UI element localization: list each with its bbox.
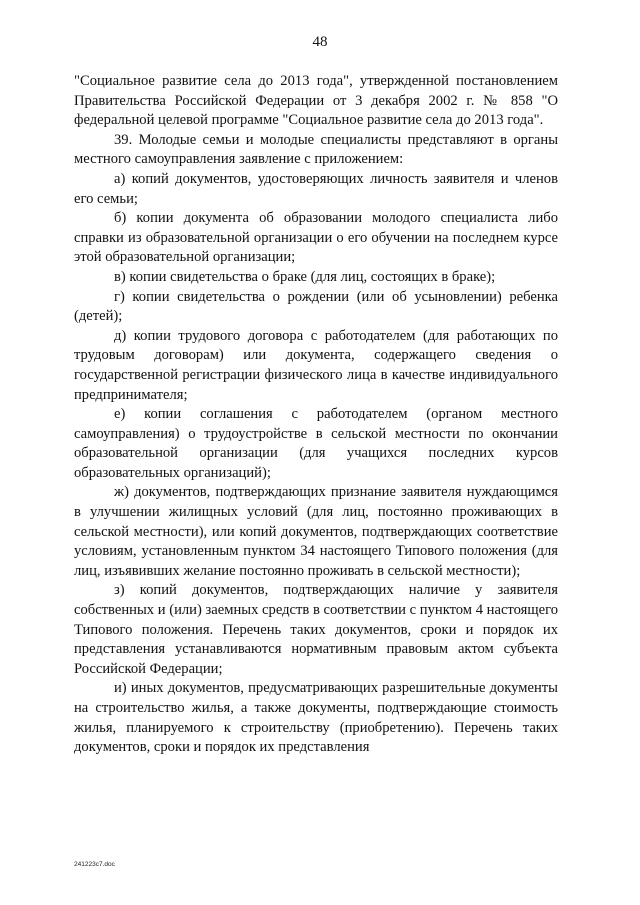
- paragraph: 39. Молодые семьи и молодые специалисты представляют в органы местного самоуправления заявление с приложением:: [74, 131, 558, 168]
- paragraph: "Социальное развитие села до 2013 года", утвержденной постановлением Правительства Российской Федерации от 3 декабря 2002 г. № 858 "О федеральной целевой программе "Социальное развитие села до 2013 года".: [74, 73, 558, 129]
- paragraph: г) копии свидетельства о рождении (или об усыновлении) ребенка (детей);: [74, 288, 558, 325]
- paragraph: з) копий документов, подтверждающих наличие у заявителя собственных и (или) заемных средств в соответствии с пунктом 4 настоящего Типового положения. Перечень таких документов, сроки и порядок их представления устанавливаются нормативным правовым актом субъекта Российской Федерации;: [74, 582, 558, 677]
- document-body: [74, 72, 558, 758]
- file-name-footer: 241223c7.doc: [74, 861, 115, 868]
- paragraph: в) копии свидетельства о браке (для лиц, состоящих в браке);: [114, 268, 496, 285]
- paragraph: е) копии соглашения с работодателем (органом местного самоуправления) о трудоустройстве в сельской местности по окончании образовательной организации (для учащихся последних курсов образовательных организаций);: [74, 406, 558, 481]
- paragraph: а) копий документов, удостоверяющих личность заявителя и членов его семьи;: [74, 170, 558, 207]
- paragraph: б) копии документа об образовании молодого специалиста либо справки из образовательной организации о его обучении на последнем курсе этой образовательной организации;: [74, 210, 558, 266]
- paragraph: д) копии трудового договора с работодателем (для работающих по трудовым договорам) или документа, содержащего сведения о государственной регистрации физического лица в качестве индивидуального предпринимателя;: [74, 327, 558, 403]
- paragraph: ж) документов, подтверждающих признание заявителя нуждающимся в улучшении жилищных условий (для лиц, постоянно проживающих в сельской местности), или копий документов, подтверждающих соответствие условиям, установленным пунктом 34 настоящего Типового положения (для лиц, изъявивших желание постоянно проживать в сельской местности);: [74, 484, 558, 579]
- page-number: 48: [312, 34, 328, 50]
- paragraph: и) иных документов, предусматривающих разрешительные документы на строительство жилья, а также документы, подтверждающие стоимость жилья, планируемого к строительству (приобретению). Перечень таких документов, сроки и порядок их представления: [74, 680, 558, 756]
